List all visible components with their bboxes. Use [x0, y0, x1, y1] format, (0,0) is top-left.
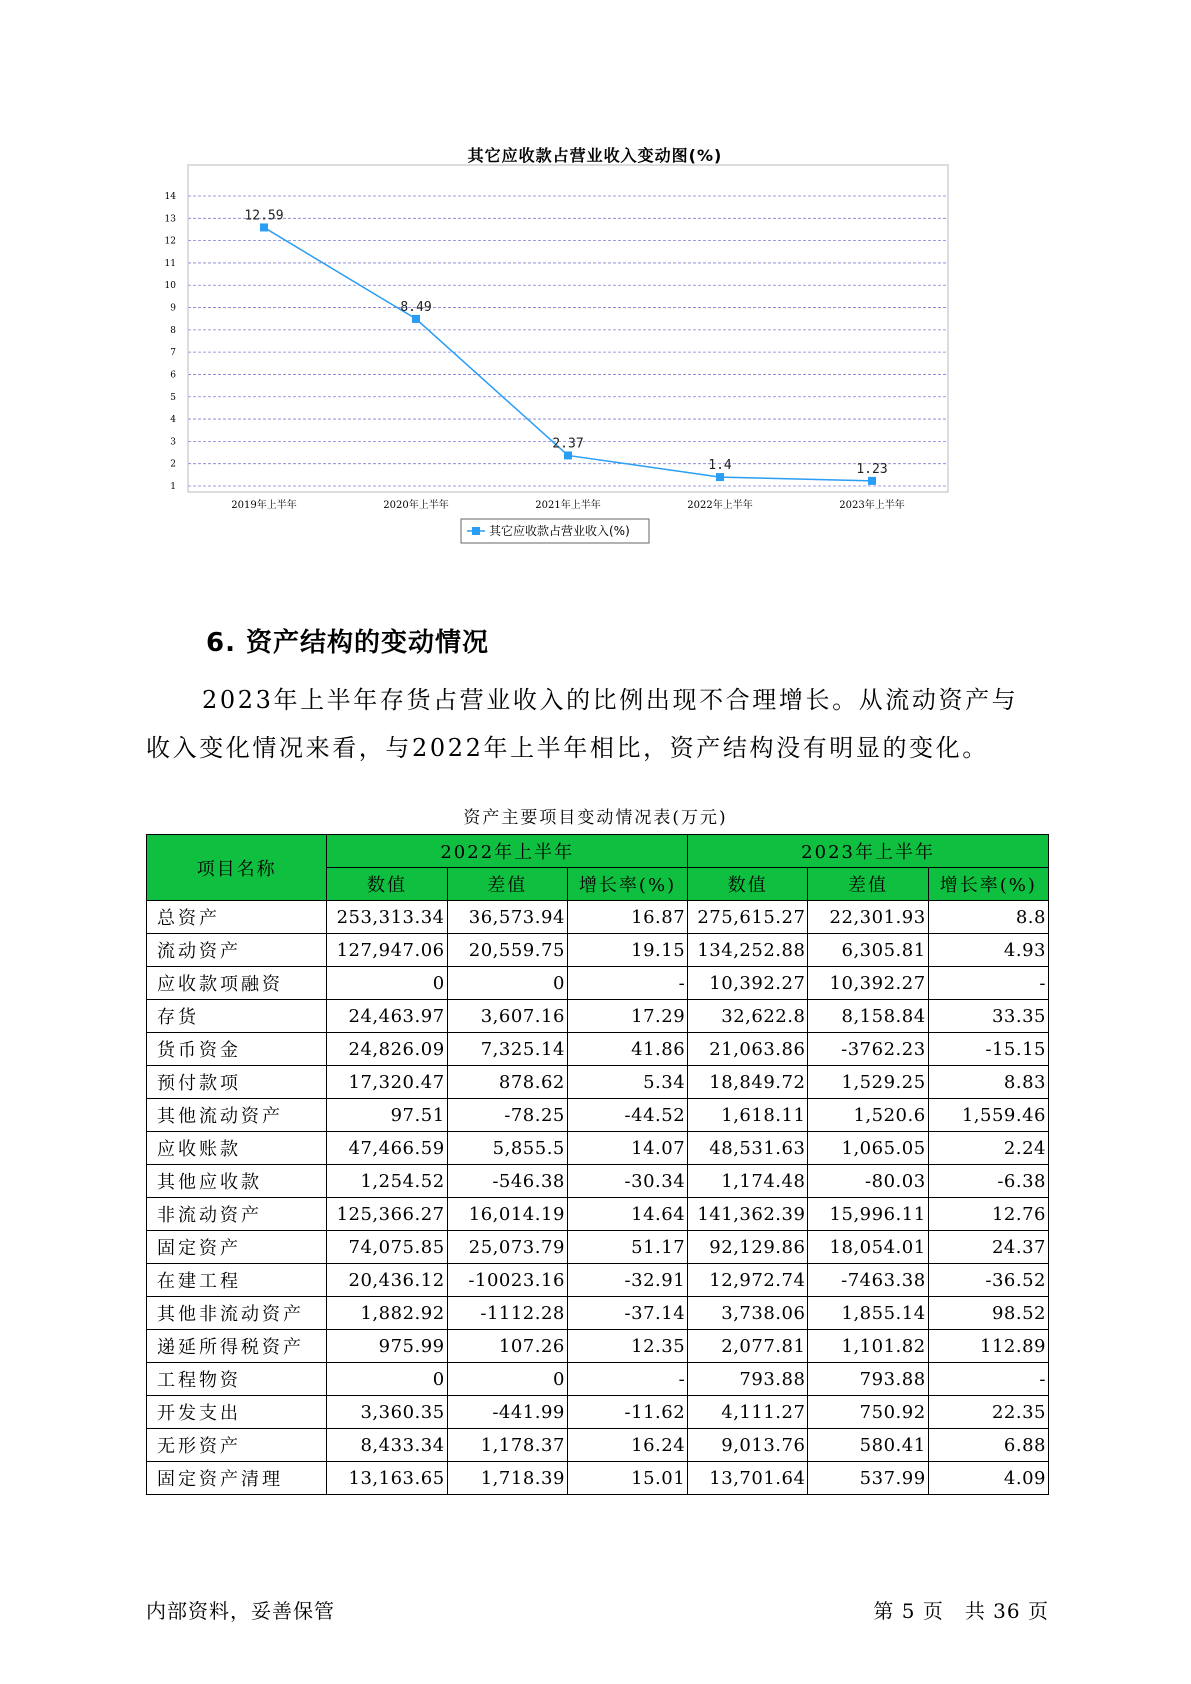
- table-row: [147, 1033, 1049, 1066]
- asset-change-table: [146, 834, 1049, 1495]
- table-cell: 12.35: [567, 1330, 687, 1363]
- table-cell: 97.51: [327, 1099, 447, 1132]
- table-cell: 13,163.65: [327, 1462, 447, 1495]
- table-cell: -: [928, 1363, 1048, 1396]
- chart-svg: [150, 135, 1040, 595]
- table-cell: 112.89: [928, 1330, 1048, 1363]
- header-group-2023: 2023年上半年: [688, 835, 1049, 868]
- table-cell: 2,077.81: [688, 1330, 808, 1363]
- table-row: [147, 1363, 1049, 1396]
- table-cell: 1,855.14: [808, 1297, 928, 1330]
- table-cell: 107.26: [447, 1330, 567, 1363]
- table-cell: -6.38: [928, 1165, 1048, 1198]
- table-cell: 16.24: [567, 1429, 687, 1462]
- line-chart: [150, 135, 1040, 595]
- table-cell: -32.91: [567, 1264, 687, 1297]
- y-tick-label: 7: [170, 348, 176, 359]
- table-cell: 47,466.59: [327, 1132, 447, 1165]
- y-tick-label: 9: [170, 303, 176, 314]
- y-tick-label: 3: [170, 437, 176, 448]
- y-tick-label: 8: [170, 325, 176, 336]
- table-cell: 134,252.88: [688, 934, 808, 967]
- table-row: [147, 1396, 1049, 1429]
- table-cell: -10023.16: [447, 1264, 567, 1297]
- row-item-name: 工程物资: [147, 1363, 327, 1396]
- table-cell: 0: [447, 967, 567, 1000]
- table-cell: -78.25: [447, 1099, 567, 1132]
- table-cell: -1112.28: [447, 1297, 567, 1330]
- table-cell: 8,158.84: [808, 1000, 928, 1033]
- header-group-2022: 2022年上半年: [327, 835, 688, 868]
- table-cell: 10,392.27: [808, 967, 928, 1000]
- table-cell: 1,529.25: [808, 1066, 928, 1099]
- table-cell: 12.76: [928, 1198, 1048, 1231]
- table-cell: -: [567, 967, 687, 1000]
- paragraph-line-1: 2023年上半年存货占营业收入的比例出现不合理增长。从流动资产与: [202, 686, 1019, 714]
- table-cell: -546.38: [447, 1165, 567, 1198]
- x-tick-label: 2022年上半年: [687, 500, 753, 511]
- data-point-marker: [716, 473, 724, 481]
- row-item-name: 其他流动资产: [147, 1099, 327, 1132]
- table-cell: -: [567, 1363, 687, 1396]
- header-value-2022: 数值: [327, 868, 447, 901]
- table-cell: 32,622.8: [688, 1000, 808, 1033]
- table-cell: 14.07: [567, 1132, 687, 1165]
- table-row: [147, 934, 1049, 967]
- table-cell: 793.88: [808, 1363, 928, 1396]
- row-item-name: 应收账款: [147, 1132, 327, 1165]
- table-cell: -11.62: [567, 1396, 687, 1429]
- row-item-name: 货币资金: [147, 1033, 327, 1066]
- table-cell: 1,520.6: [808, 1099, 928, 1132]
- table-cell: 18,054.01: [808, 1231, 928, 1264]
- table-cell: 24.37: [928, 1231, 1048, 1264]
- table-row: [147, 1198, 1049, 1231]
- data-point-marker: [260, 223, 268, 231]
- row-item-name: 递延所得税资产: [147, 1330, 327, 1363]
- header-diff-2022: 差值: [447, 868, 567, 901]
- table-cell: 141,362.39: [688, 1198, 808, 1231]
- x-tick-label: 2019年上半年: [231, 500, 297, 511]
- table-cell: -441.99: [447, 1396, 567, 1429]
- table-cell: 36,573.94: [447, 901, 567, 934]
- table-cell: 1,618.11: [688, 1099, 808, 1132]
- table-cell: 8.83: [928, 1066, 1048, 1099]
- table-row: [147, 1264, 1049, 1297]
- table-cell: -37.14: [567, 1297, 687, 1330]
- table-cell: 1,065.05: [808, 1132, 928, 1165]
- paragraph-line-2: 收入变化情况来看，与2022年上半年相比，资产结构没有明显的变化。: [146, 734, 989, 762]
- table-cell: 24,826.09: [327, 1033, 447, 1066]
- table-cell: 8,433.34: [327, 1429, 447, 1462]
- table-row: [147, 1462, 1049, 1495]
- table-cell: 6,305.81: [808, 934, 928, 967]
- table-row: [147, 1066, 1049, 1099]
- table-cell: 33.35: [928, 1000, 1048, 1033]
- y-tick-label: 5: [170, 392, 176, 403]
- table-cell: 20,436.12: [327, 1264, 447, 1297]
- x-tick-label: 2021年上半年: [535, 500, 601, 511]
- table-row: [147, 1165, 1049, 1198]
- x-tick-labels: [231, 498, 904, 511]
- table-row: [147, 1297, 1049, 1330]
- table-cell: 878.62: [447, 1066, 567, 1099]
- table-cell: 24,463.97: [327, 1000, 447, 1033]
- table-cell: 8.8: [928, 901, 1048, 934]
- table-cell: 0: [447, 1363, 567, 1396]
- table-cell: 1,718.39: [447, 1462, 567, 1495]
- y-tick-label: 11: [164, 258, 176, 269]
- y-tick-label: 14: [164, 192, 176, 202]
- row-item-name: 其他非流动资产: [147, 1297, 327, 1330]
- table-cell: 1,254.52: [327, 1165, 447, 1198]
- header-diff-2023: 差值: [808, 868, 928, 901]
- table-cell: 9,013.76: [688, 1429, 808, 1462]
- legend-label: 其它应收款占营业收入(%): [489, 524, 630, 538]
- row-item-name: 在建工程: [147, 1264, 327, 1297]
- row-item-name: 应收款项融资: [147, 967, 327, 1000]
- table-cell: 22.35: [928, 1396, 1048, 1429]
- table-cell: 5.34: [567, 1066, 687, 1099]
- row-item-name: 存货: [147, 1000, 327, 1033]
- table-cell: 253,313.34: [327, 901, 447, 934]
- table-row: [147, 1231, 1049, 1264]
- table-cell: 1,178.37: [447, 1429, 567, 1462]
- table-row: [147, 1330, 1049, 1363]
- row-item-name: 非流动资产: [147, 1198, 327, 1231]
- table-cell: -15.15: [928, 1033, 1048, 1066]
- row-item-name: 固定资产清理: [147, 1462, 327, 1495]
- table-cell: 15,996.11: [808, 1198, 928, 1231]
- table-cell: 17,320.47: [327, 1066, 447, 1099]
- table-row: [147, 967, 1049, 1000]
- table-cell: 20,559.75: [447, 934, 567, 967]
- table-cell: 19.15: [567, 934, 687, 967]
- y-tick-label: 13: [164, 214, 176, 225]
- table-row: [147, 901, 1049, 934]
- data-point-marker: [412, 315, 420, 323]
- data-label: 12.59: [244, 208, 284, 224]
- row-item-name: 开发支出: [147, 1396, 327, 1429]
- table-cell: 125,366.27: [327, 1198, 447, 1231]
- chart-legend: [461, 519, 649, 543]
- y-tick-label: 1: [170, 482, 176, 492]
- legend-marker-swatch: [472, 527, 480, 535]
- table-cell: 10,392.27: [688, 967, 808, 1000]
- x-tick-label: 2020年上半年: [383, 500, 449, 511]
- row-item-name: 无形资产: [147, 1429, 327, 1462]
- y-tick-label: 6: [170, 370, 176, 381]
- row-item-name: 流动资产: [147, 934, 327, 967]
- table-cell: 5,855.5: [447, 1132, 567, 1165]
- table-cell: 580.41: [808, 1429, 928, 1462]
- y-tick-labels: [165, 192, 177, 492]
- row-item-name: 其他应收款: [147, 1165, 327, 1198]
- table-cell: 6.88: [928, 1429, 1048, 1462]
- table-cell: 127,947.06: [327, 934, 447, 967]
- table-cell: 41.86: [567, 1033, 687, 1066]
- table-cell: 1,559.46: [928, 1099, 1048, 1132]
- data-labels: [244, 208, 887, 476]
- y-tick-label: 2: [170, 459, 176, 470]
- table-cell: 13,701.64: [688, 1462, 808, 1495]
- table-body: [147, 901, 1049, 1495]
- table-cell: 1,882.92: [327, 1297, 447, 1330]
- table-cell: 17.29: [567, 1000, 687, 1033]
- table-cell: 18,849.72: [688, 1066, 808, 1099]
- table-cell: -44.52: [567, 1099, 687, 1132]
- chart-title: 其它应收款占营业收入变动图(%): [467, 146, 723, 165]
- data-point-marker: [564, 451, 572, 459]
- row-item-name: 固定资产: [147, 1231, 327, 1264]
- table-cell: -7463.38: [808, 1264, 928, 1297]
- header-value-2023: 数值: [688, 868, 808, 901]
- table-cell: 750.92: [808, 1396, 928, 1429]
- table-cell: -: [928, 967, 1048, 1000]
- header-item-name: 项目名称: [147, 835, 327, 901]
- table-caption: 资产主要项目变动情况表(万元): [463, 808, 728, 828]
- section-heading: 6. 资产结构的变动情况: [206, 628, 490, 658]
- table-cell: 4.09: [928, 1462, 1048, 1495]
- table-row: [147, 1099, 1049, 1132]
- data-label: 1.23: [856, 461, 888, 477]
- table-cell: 12,972.74: [688, 1264, 808, 1297]
- table-cell: -3762.23: [808, 1033, 928, 1066]
- table-cell: 975.99: [327, 1330, 447, 1363]
- table-cell: 3,738.06: [688, 1297, 808, 1330]
- table-cell: 25,073.79: [447, 1231, 567, 1264]
- table-cell: 21,063.86: [688, 1033, 808, 1066]
- footer-confidential-note: 内部资料，妥善保管: [146, 1599, 335, 1623]
- y-tick-label: 4: [170, 415, 176, 426]
- body-paragraph: [146, 676, 1046, 772]
- table-cell: 3,360.35: [327, 1396, 447, 1429]
- table-cell: -80.03: [808, 1165, 928, 1198]
- table-cell: 15.01: [567, 1462, 687, 1495]
- table-cell: 4.93: [928, 934, 1048, 967]
- header-growth-2022: 增长率(%): [567, 868, 687, 901]
- table-cell: 74,075.85: [327, 1231, 447, 1264]
- row-item-name: 预付款项: [147, 1066, 327, 1099]
- table-cell: 1,174.48: [688, 1165, 808, 1198]
- table-cell: 7,325.14: [447, 1033, 567, 1066]
- table-row: [147, 1000, 1049, 1033]
- table-row: [147, 1429, 1049, 1462]
- table-cell: 14.64: [567, 1198, 687, 1231]
- table-cell: 537.99: [808, 1462, 928, 1495]
- data-label: 8.49: [400, 299, 432, 315]
- table-cell: 22,301.93: [808, 901, 928, 934]
- table-row: [147, 1132, 1049, 1165]
- table-cell: 16,014.19: [447, 1198, 567, 1231]
- table-cell: -36.52: [928, 1264, 1048, 1297]
- footer-page-number: 第 5 页 共 36 页: [873, 1599, 1049, 1623]
- y-tick-label: 10: [164, 281, 176, 292]
- table-cell: 0: [327, 1363, 447, 1396]
- table-cell: 793.88: [688, 1363, 808, 1396]
- data-label: 2.37: [552, 436, 584, 452]
- table-cell: 3,607.16: [447, 1000, 567, 1033]
- data-label: 1.4: [708, 458, 732, 474]
- table-cell: 92,129.86: [688, 1231, 808, 1264]
- table-cell: 4,111.27: [688, 1396, 808, 1429]
- x-tick-label: 2023年上半年: [839, 500, 905, 511]
- header-growth-2023: 增长率(%): [928, 868, 1048, 901]
- table-cell: 0: [327, 967, 447, 1000]
- table-cell: 2.24: [928, 1132, 1048, 1165]
- table-cell: 1,101.82: [808, 1330, 928, 1363]
- row-item-name: 总资产: [147, 901, 327, 934]
- y-tick-label: 12: [164, 236, 176, 247]
- table-cell: 51.17: [567, 1231, 687, 1264]
- table-cell: 275,615.27: [688, 901, 808, 934]
- table-cell: -30.34: [567, 1165, 687, 1198]
- table-cell: 16.87: [567, 901, 687, 934]
- data-point-marker: [868, 477, 876, 485]
- table-cell: 48,531.63: [688, 1132, 808, 1165]
- table-cell: 98.52: [928, 1297, 1048, 1330]
